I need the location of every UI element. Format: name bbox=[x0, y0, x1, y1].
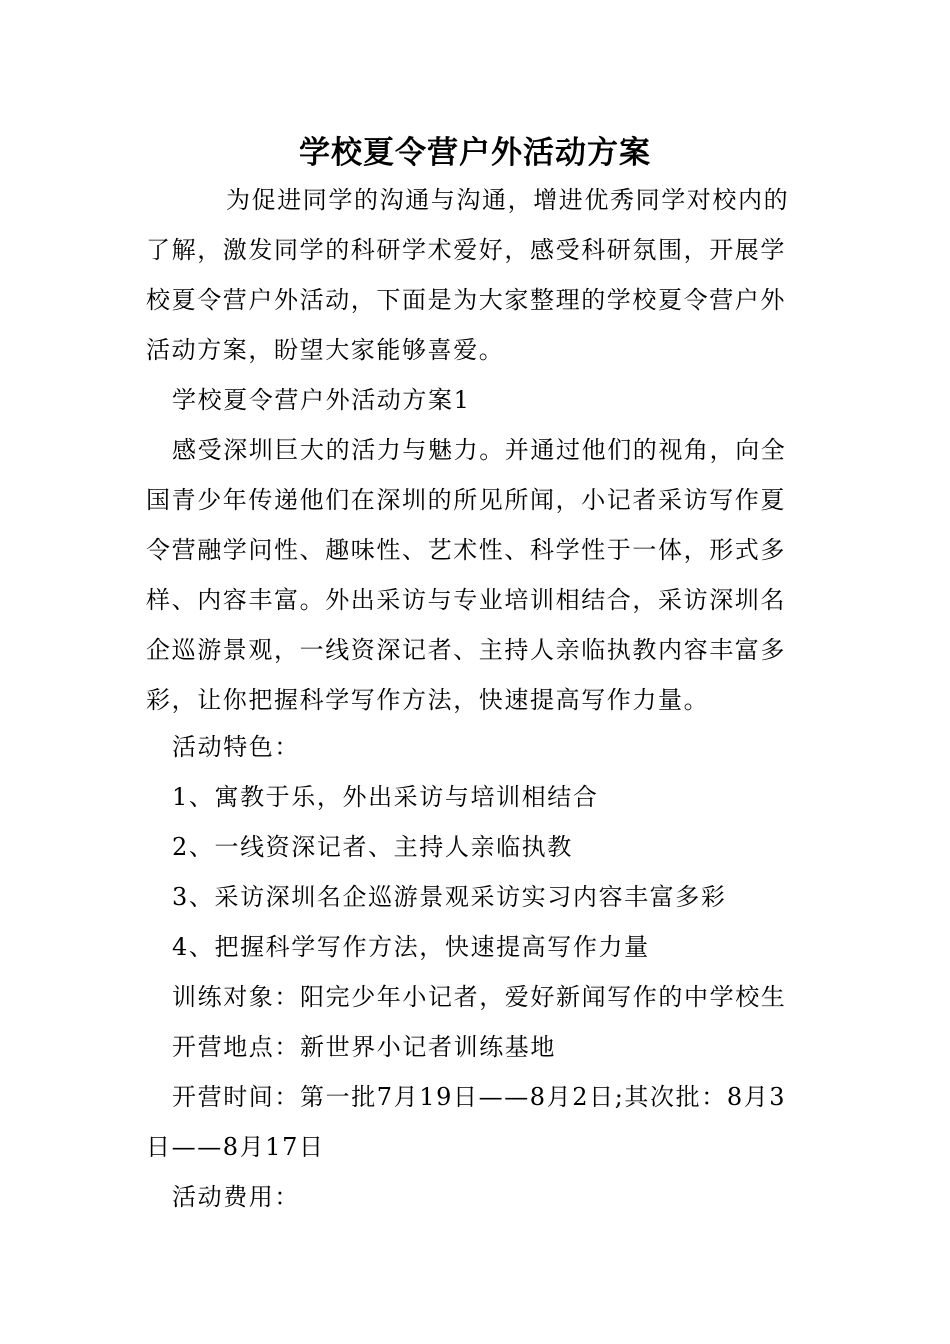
document-title: 学校夏令营户外活动方案 bbox=[299, 135, 651, 171]
feature-item: 4、把握科学写作方法，快速提高写作力量 bbox=[172, 933, 650, 961]
feature-item: 1、寓教于乐，外出采访与培训相结合 bbox=[172, 783, 599, 811]
target-audience: 训练对象：阳完少年小记者，爱好新闻写作的中学校生 bbox=[172, 983, 787, 1011]
camp-location: 开营地点：新世界小记者训练基地 bbox=[172, 1033, 556, 1061]
features-label: 活动特色： bbox=[172, 733, 300, 761]
description-paragraph: 感受深圳巨大的活力与魅力。并通过他们的视角，向全国青少年传递他们在深圳的所见所闻，小记者采访写作夏令营融学问性、趣味性、艺术性、科学性于一体，形式多样、内容丰富。外出采访与专业培训相结合，采访深圳名企巡游景观，一线资深记者、主持人亲临执教内容丰富多彩，让你把握科学写作方法，快速提高写作力量。 bbox=[146, 436, 787, 714]
intro-paragraph: 为促进同学的沟通与沟通，增进优秀同学对校内的了解，激发同学的科研学术爱好，感受科研氛围，开展学校夏令营户外活动，下面是为大家整理的学校夏令营户外活动方案，盼望大家能够喜爱。 bbox=[146, 186, 790, 364]
camp-time: 开营时间：第一批7月19日——8月2日;其次批：8月3日——8月17日 bbox=[146, 1083, 787, 1161]
feature-item: 2、一线资深记者、主持人亲临执教 bbox=[172, 833, 573, 861]
cost-label: 活动费用： bbox=[172, 1183, 300, 1211]
section-heading: 学校夏令营户外活动方案1 bbox=[172, 386, 471, 414]
feature-item: 3、采访深圳名企巡游景观采访实习内容丰富多彩 bbox=[172, 883, 727, 911]
